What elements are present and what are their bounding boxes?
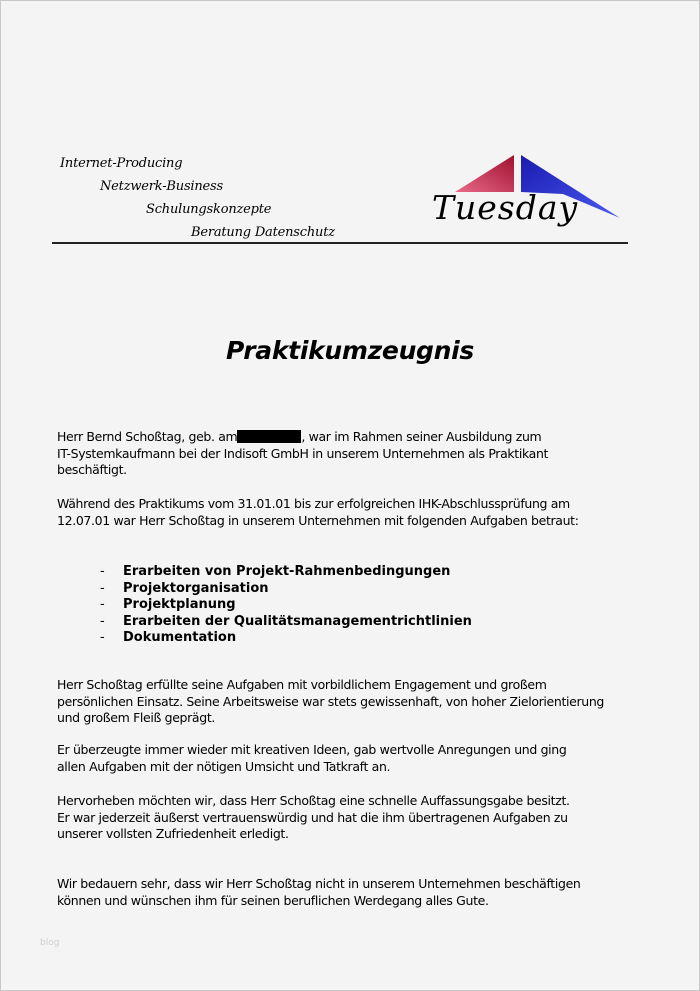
intro-line-3: beschäftigt. bbox=[57, 462, 127, 477]
task-label: Projektplanung bbox=[123, 597, 236, 612]
text-line: Während des Praktikums vom 31.01.01 bis zur erfolgreichen IHK-Abschlussprüfung am bbox=[57, 496, 570, 511]
page-title: Praktikumzeugnis bbox=[225, 336, 475, 365]
task-list bbox=[100, 564, 472, 647]
bullet: - bbox=[100, 564, 105, 579]
task-label: Erarbeiten der Qualitätsmanagementrichtlinien bbox=[123, 613, 472, 629]
watermark: blog bbox=[40, 938, 60, 948]
bullet: - bbox=[100, 630, 105, 645]
paragraph-conduct bbox=[57, 793, 570, 843]
list-item bbox=[100, 630, 472, 647]
bullet: - bbox=[100, 580, 105, 596]
paragraph-closing bbox=[57, 876, 580, 909]
tagline-beratung-datenschutz: Beratung Datenschutz bbox=[191, 225, 335, 240]
text-line: Hervorheben möchten wir, dass Herr Schoßtag eine schnelle Auffassungsgabe besitzt. bbox=[57, 793, 570, 808]
list-item bbox=[100, 564, 472, 581]
list-item bbox=[100, 581, 472, 598]
text-line: allen Aufgaben mit der nötigen Umsicht und Tatkraft an. bbox=[57, 758, 391, 774]
task-label: Projektorganisation bbox=[123, 580, 269, 596]
logo-text: Tuesday bbox=[432, 188, 579, 227]
text-line: Er überzeugte immer wieder mit kreativen Ideen, gab wertvolle Anregungen und ging bbox=[57, 742, 567, 757]
text-line: Wir bedauern sehr, dass wir Herr Schoßtag nicht in unserem Unternehmen beschäftigen bbox=[57, 876, 581, 891]
text-line: persönlichen Einsatz. Seine Arbeitsweise war stets gewissenhaft, von hoher Zielorientierung bbox=[57, 693, 604, 709]
paragraph-intro bbox=[57, 429, 548, 479]
text-line: Er war jederzeit äußerst vertrauenswürdig und hat die ihm übertragenen Aufgaben zu bbox=[57, 809, 568, 825]
task-label: Erarbeiten von Projekt-Rahmenbedingungen bbox=[123, 564, 451, 579]
tagline-internet-producing: Internet-Producing bbox=[60, 156, 183, 171]
tagline-netzwerk-business: Netzwerk-Business bbox=[100, 179, 223, 194]
intro-text-b: , war im Rahmen seiner Ausbildung zum bbox=[301, 429, 542, 444]
text-line: unserer vollsten Zufriedenheit erledigt. bbox=[57, 826, 289, 841]
paragraph-performance bbox=[57, 677, 604, 727]
redacted-birthdate bbox=[237, 430, 301, 443]
intro-text-a: Herr Bernd Schoßtag, geb. am bbox=[57, 429, 238, 444]
list-item bbox=[100, 614, 472, 631]
bullet: - bbox=[100, 597, 105, 612]
text-line: können und wünschen ihm für seinen beruflichen Werdegang alles Gute. bbox=[57, 892, 489, 908]
text-line: und großem Fleiß geprägt. bbox=[57, 710, 216, 725]
list-item bbox=[100, 597, 472, 614]
tagline-schulungskonzepte: Schulungskonzepte bbox=[146, 202, 272, 217]
text-line: Herr Schoßtag erfüllte seine Aufgaben mit vorbildlichem Engagement und großem bbox=[57, 677, 547, 692]
task-label: Dokumentation bbox=[123, 630, 237, 645]
text-line: 12.07.01 war Herr Schoßtag in unserem Unternehmen mit folgenden Aufgaben betraut: bbox=[57, 512, 579, 528]
header-divider bbox=[52, 242, 628, 244]
bullet: - bbox=[100, 613, 105, 629]
paragraph-period bbox=[57, 496, 579, 529]
intro-line-2: IT-Systemkaufmann bei der Indisoft GmbH in unserem Unternehmen als Praktikant bbox=[57, 445, 549, 461]
paragraph-creativity bbox=[57, 742, 566, 775]
